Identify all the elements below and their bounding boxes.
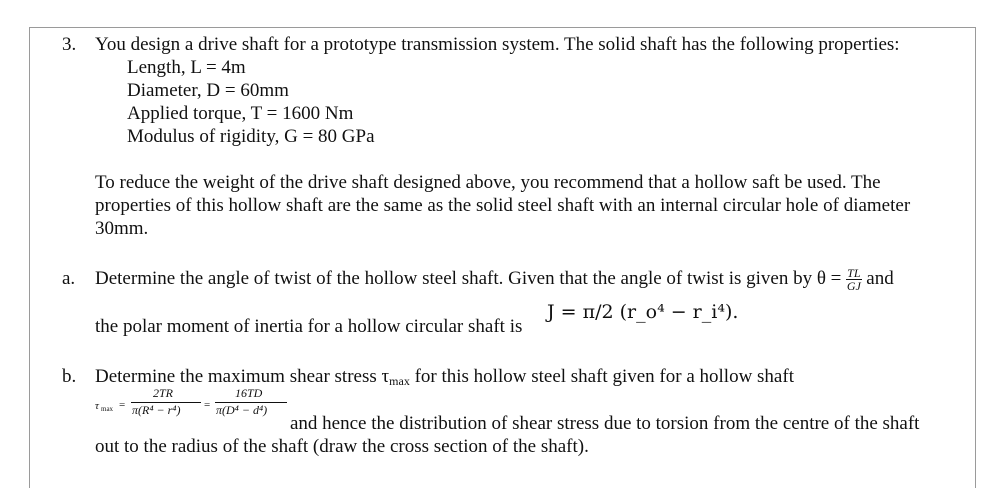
- formula-denominator-2: π(D⁴ − d⁴): [216, 403, 268, 417]
- question-number: 3.: [62, 34, 77, 55]
- part-b-label: b.: [62, 366, 77, 387]
- property-torque: Applied torque, T = 1600 Nm: [127, 103, 354, 124]
- theta-numerator: TL: [847, 266, 861, 281]
- part-b-line2: and hence the distribution of shear stress due to torsion from the centre of the shaft: [290, 413, 920, 434]
- part-a-line2: the polar moment of inertia for a hollow circular shaft is: [95, 316, 523, 337]
- part-a-and: and: [866, 268, 894, 289]
- formula-equals-2: =: [204, 399, 211, 411]
- part-a-label: a.: [62, 268, 76, 289]
- theta-denominator: GJ: [846, 279, 861, 294]
- property-modulus: Modulus of rigidity, G = 80 GPa: [127, 126, 375, 147]
- paragraph-line: 30mm.: [95, 218, 149, 239]
- tau-symbol: τ: [381, 366, 390, 387]
- formula-numerator-2: 16TD: [235, 386, 263, 400]
- formula-tau: τ: [95, 400, 99, 412]
- formula-denominator-1: π(R⁴ − r⁴): [132, 403, 181, 417]
- part-b-line3: out to the radius of the shaft (draw the cross section of the shaft).: [95, 436, 589, 457]
- property-length: Length, L = 4m: [127, 57, 246, 78]
- formula-equals: =: [119, 399, 126, 411]
- paragraph-line: properties of this hollow shaft are the same as the solid steel shaft with an internal circular hole of diameter: [95, 195, 911, 216]
- part-b-text-post: for this hollow steel shaft given for a hollow shaft: [409, 366, 794, 387]
- property-diameter: Diameter, D = 60mm: [127, 80, 289, 101]
- theta-fraction: [846, 267, 861, 292]
- part-b-text-pre: Determine the maximum shear stress: [95, 366, 382, 387]
- tau-subscript: max: [389, 374, 410, 388]
- formula-numerator-1: 2TR: [153, 386, 174, 400]
- part-a-text: Determine the angle of twist of the hollow steel shaft. Given that the angle of twist is given by θ =: [95, 268, 842, 289]
- part-a-line1: [95, 267, 894, 292]
- polar-moment-formula: J = π/2 (r_o⁴ − r_i⁴).: [547, 301, 739, 323]
- formula-tau-sub: max: [101, 405, 114, 413]
- paragraph-line: To reduce the weight of the drive shaft designed above, you recommend that a hollow saft be used. The: [95, 172, 881, 193]
- question-intro: You design a drive shaft for a prototype transmission system. The solid shaft has the following properties:: [95, 34, 900, 55]
- shear-stress-formula: [95, 386, 291, 422]
